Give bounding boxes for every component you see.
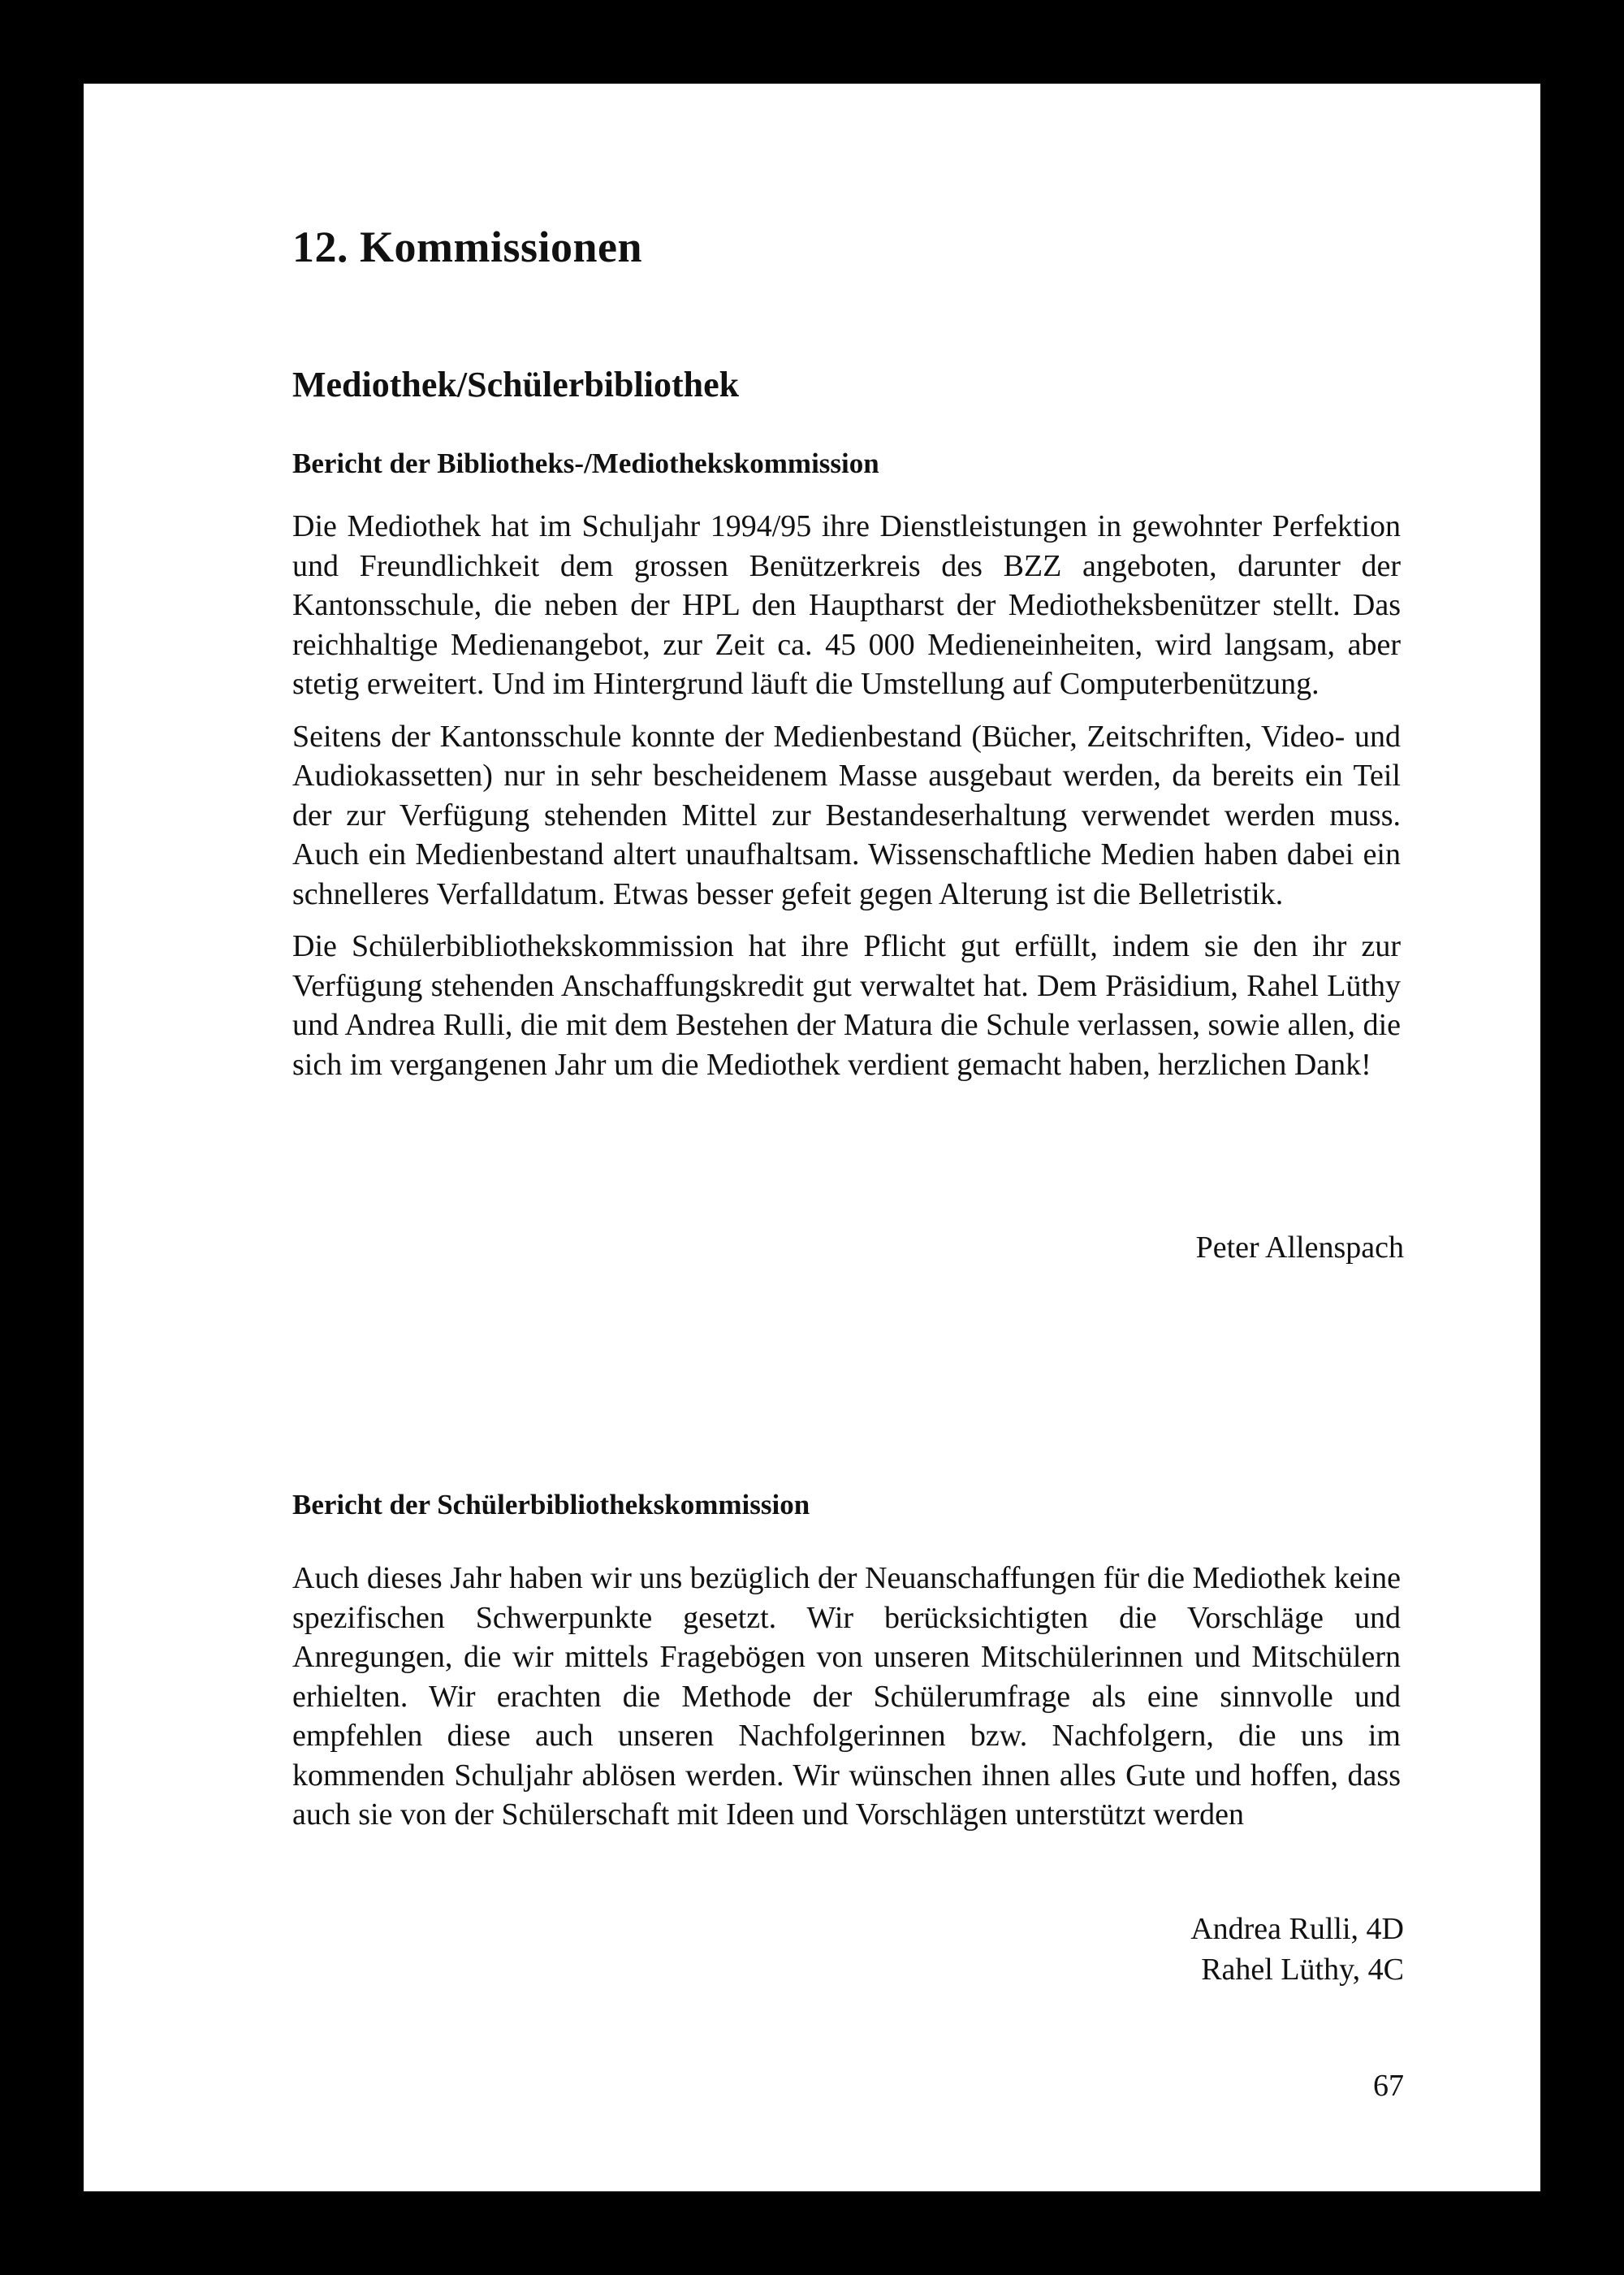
report1-paragraph: Die Schülerbibliothekskommission hat ihre Pflicht gut erfüllt, indem sie den ihr zur Verfügung stehenden Anschaffungskredit gut verwaltet hat. Dem Präsidium, Rahel Lüthy und Andrea Rulli, die mit dem Bestehen der Matura die Schule verlassen, sowie allen, die sich im vergangenen Jahr um die Mediothek verdient gemacht haben, herzlichen Dank! (292, 929, 1401, 1082)
chapter-title: 12. Kommissionen (292, 223, 643, 271)
report1-paragraph: Die Mediothek hat im Schuljahr 1994/95 ihre Dienstleistungen in gewohnter Perfektion und Freundlichkeit dem grossen Benützerkreis des BZZ angeboten, darunter der Kantonsschule, die neben der HPL den Hauptharst der Mediotheksbenützer stellt. Das reichhaltige Medienangebot, zur Zeit ca. 45 000 Medieneinheiten, wird langsam, aber stetig erweitert. Und im Hintergrund läuft die Umstellung auf Computerbenützung. (292, 509, 1401, 701)
report2-signatures (1190, 1909, 1404, 1990)
report2-heading: Bericht der Schülerbibliothekskommission (292, 1489, 810, 1520)
report1-paragraph: Seitens der Kantonsschule konnte der Medienbestand (Bücher, Zeitschriften, Video- und Audiokassetten) nur in sehr bescheidenem Masse ausgebaut werden, da bereits ein Teil der zur Verfügung stehenden Mittel zur Bestandeserhaltung verwendet werden muss. Auch ein Medienbestand altert unaufhaltsam. Wissenschaftliche Medien haben dabei ein schnelleres Verfalldatum. Etwas besser gefeit gegen Alterung ist die Belletristik. (292, 719, 1401, 911)
report2-body (292, 1559, 1401, 1835)
report1-body (292, 507, 1401, 1084)
report2-paragraph: Auch dieses Jahr haben wir uns bezüglich der Neuanschaffungen für die Mediothek keine spezifischen Schwerpunkte gesetzt. Wir berücksichtigten die Vorschläge und Anregungen, die wir mittels Fragebögen von unseren Mitschülerinnen und Mitschülern erhielten. Wir erachten die Methode der Schülerumfrage als eine sinnvolle und empfehlen diese auch unseren Nachfolgerinnen bzw. Nachfolgern, die uns im kommenden Schuljahr ablösen werden. Wir wünschen ihnen alles Gute und hoffen, dass auch sie von der Schülerschaft mit Ideen und Vorschlägen unterstützt werden (292, 1561, 1401, 1832)
document-page (84, 84, 1540, 2191)
section-title: Mediothek/Schülerbibliothek (292, 365, 740, 404)
signature-line: Andrea Rulli, 4D (1190, 1912, 1404, 1946)
report1-signature: Peter Allenspach (1195, 1230, 1404, 1265)
page-number: 67 (1373, 2069, 1404, 2103)
report1-heading: Bericht der Bibliotheks-/Mediothekskommission (292, 448, 879, 479)
signature-line: Rahel Lüthy, 4C (1201, 1953, 1404, 1987)
